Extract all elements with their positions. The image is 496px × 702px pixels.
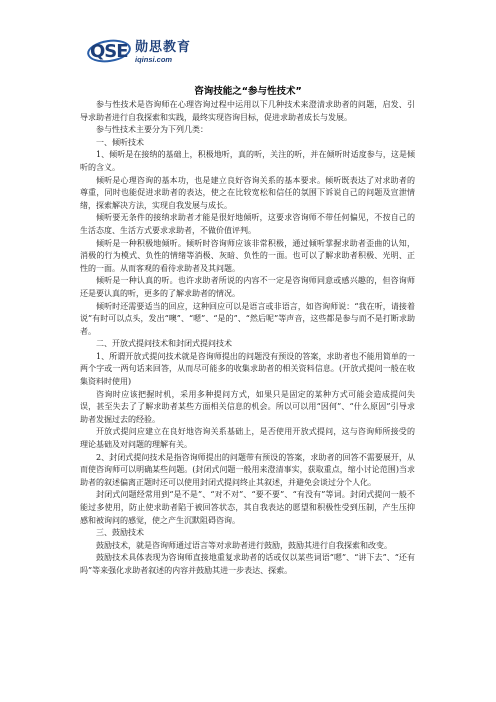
paragraph: 倾听是一种积极地倾听。倾听时咨询师应该非常积极，通过倾听掌握求助者歪曲的认知，消极的行为模式、负性的情绪等消极、灰暗、负性的一面。也可以了解求助者积极、光明、正性的一面。从而客观的看待求助者及其问题。	[80, 238, 415, 273]
paragraph: 1、所谓开放式提问技术就是咨询师提出的问题没有预设的答案，求助者也不能用简单的一两个字或一两句话来回答，从而尽可能多的收集求助者的相关资料信息。(开放式提问一般在收集资料时使用)	[80, 351, 415, 387]
paragraph: 参与性技术主要分为下列几类：	[96, 125, 208, 135]
paragraph: 倾听时还需要适当的回应，这种回应可以是语言或非语言，如咨询师说：“我在听，请接着说”有时可以点头，发出“噢”、“嗯”、“是的”、“然后呢”等声音，这些都是参与而不是打断求助者。	[80, 301, 415, 336]
paragraph: 鼓励技术，就是咨询师通过语言等对求助者进行鼓励，鼓励其进行自我探索和改变。	[96, 540, 392, 550]
section-heading: 一、倾听技术	[96, 137, 144, 147]
paragraph: 倾听要无条件的接纳求助者才能是很好地倾听，这要求咨询师不带任何偏见，不按自己的生活态度、生活方式要求求助者，不做价值评判。	[80, 213, 415, 235]
logo-letters: QSE	[90, 41, 128, 62]
paragraph: 倾听是心理咨询的基本功，也是建立良好咨询关系的基本要求。倾听既表达了对求助者的尊重，同时也能促进求助者的表达，使之在比较宽松和信任的氛围下诉说自己的问题及宣泄情绪，探索解决方法，实现自我发展与成长。	[80, 175, 415, 210]
qse-logo-icon	[87, 39, 133, 65]
section-heading: 二、开放式提问技术和封闭式提问技术	[96, 339, 232, 349]
document-title: 咨询技能之“参与性技术”	[194, 86, 302, 97]
logo-url: iqinsi.com	[135, 54, 173, 64]
section-heading: 三、鼓励技术	[96, 528, 144, 538]
logo-text	[135, 41, 191, 64]
paragraph: 咨询时应该把握时机，采用多种提问方式，如果只是固定的某种方式可能会造成提问失误，甚至失去了了解求助者某些方面相关信息的机会。所以可以用“因何”、“什么原因”引导求助者发掘过去的经验。	[80, 389, 415, 424]
paragraph: 2、封闭式提问技术是指咨询师提出的问题带有预设的答案，求助者的回答不需要展开，从而使咨询师可以明确某些问题。(封闭式问题一般用来澄清事实，获取重点，缩小讨论范围)当求助者的叙述偏离正题时还可以使用封闭式提问终止其叙述，并避免会谈过分个人化。	[80, 452, 415, 487]
paragraph: 参与性技术是咨询师在心理咨询过程中运用以下几种技术来澄清求助者的问题，启发、引导求助者进行自我探索和实践，最终实现咨询目标，促进求助者成长与发展。	[80, 100, 415, 122]
paragraph: 封闭式问题经常用到“是不是”、“对不对”、“要不要”、“有没有”等词。封闭式提问一般不能过多使用，防止使求助者陷于被回答状态，其自我表达的愿望和积极性受到压制，产生压抑感和被询问的感觉，使之产生沉默阻碍咨询。	[80, 490, 415, 525]
document-body	[80, 99, 415, 578]
paragraph: 鼓励技术具体表现为咨询师直接地重复求助者的话或仅以某些词语“嗯”、“讲下去”、“还有吗”等来强化求助者叙述的内容并鼓励其进一步表达、探索。	[80, 553, 415, 575]
paragraph: 1、倾听是在接纳的基础上，积极地听，真的听，关注的听，并在倾听时适度参与，这是倾听的含义。	[80, 150, 415, 172]
paragraph: 倾听是一种认真的听。也许求助者所说的内容不一定是咨询师同意或感兴趣的，但咨询师还是要认真的听，更多的了解求助者的情况。	[80, 276, 415, 298]
logo-name: 勋思教育	[135, 39, 192, 55]
paragraph: 开放式提问应建立在良好地咨询关系基础上，是否使用开放式提问，这与咨询师所接受的理论基础及对问题的理解有关。	[80, 427, 415, 450]
brand-logo	[87, 37, 191, 67]
